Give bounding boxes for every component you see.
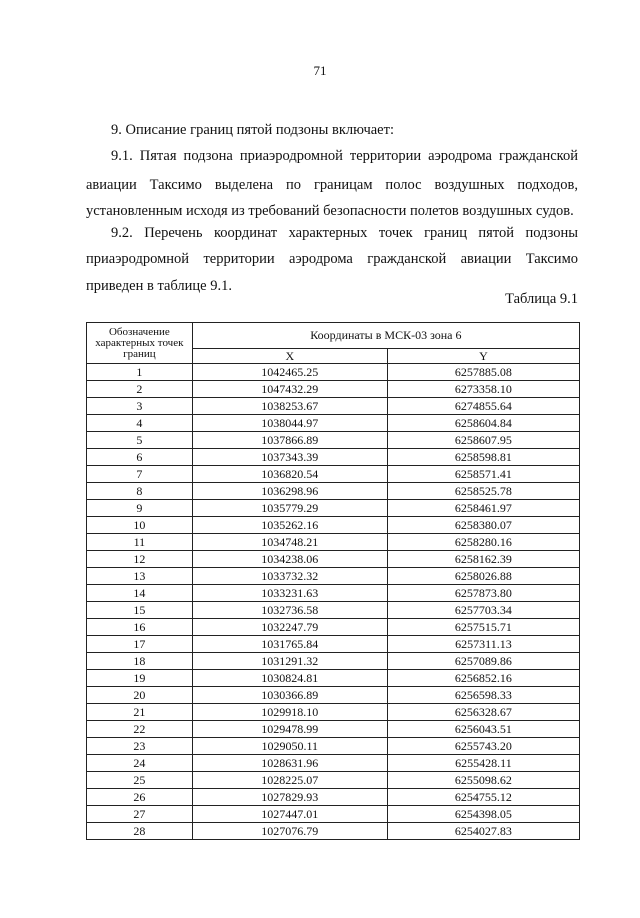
point-number-cell: 10 <box>87 517 193 534</box>
table-row <box>87 653 580 670</box>
x-coordinate-cell: 1029050.11 <box>192 738 387 755</box>
point-number-cell: 23 <box>87 738 193 755</box>
table-row <box>87 789 580 806</box>
x-coordinate-cell: 1030366.89 <box>192 687 387 704</box>
point-number-cell: 1 <box>87 364 193 381</box>
x-coordinate-cell: 1031765.84 <box>192 636 387 653</box>
y-coordinate-cell: 6258461.97 <box>387 500 579 517</box>
y-coordinate-cell: 6273358.10 <box>387 381 579 398</box>
table-row <box>87 415 580 432</box>
table-row <box>87 500 580 517</box>
y-coordinate-cell: 6256328.67 <box>387 704 579 721</box>
page-number: 71 <box>313 63 327 78</box>
y-coordinate-cell: 6257311.13 <box>387 636 579 653</box>
y-coordinate-cell: 6258162.39 <box>387 551 579 568</box>
point-number-cell: 28 <box>87 823 193 840</box>
table-row <box>87 823 580 840</box>
point-number-cell: 2 <box>87 381 193 398</box>
y-coordinate-cell: 6256852.16 <box>387 670 579 687</box>
table-row <box>87 381 580 398</box>
header-point-label: Обозначение характерных точек границ <box>87 323 193 364</box>
section-heading: 9. Описание границ пятой подзоны включает: <box>111 122 394 138</box>
x-coordinate-cell: 1037343.39 <box>192 449 387 466</box>
y-coordinate-cell: 6254755.12 <box>387 789 579 806</box>
y-coordinate-cell: 6258525.78 <box>387 483 579 500</box>
point-number-cell: 19 <box>87 670 193 687</box>
point-number-cell: 8 <box>87 483 193 500</box>
table-body <box>87 364 580 840</box>
point-number-cell: 24 <box>87 755 193 772</box>
x-coordinate-cell: 1029918.10 <box>192 704 387 721</box>
x-coordinate-cell: 1027447.01 <box>192 806 387 823</box>
table-row <box>87 636 580 653</box>
x-coordinate-cell: 1034238.06 <box>192 551 387 568</box>
x-coordinate-cell: 1032247.79 <box>192 619 387 636</box>
paragraph-9-2-line-3: приведен в таблице 9.1. <box>86 278 232 294</box>
table-row <box>87 738 580 755</box>
y-coordinate-cell: 6254398.05 <box>387 806 579 823</box>
y-coordinate-cell: 6255428.11 <box>387 755 579 772</box>
y-coordinate-cell: 6258280.16 <box>387 534 579 551</box>
table-row <box>87 534 580 551</box>
point-number-cell: 3 <box>87 398 193 415</box>
point-number-cell: 15 <box>87 602 193 619</box>
table-row <box>87 432 580 449</box>
y-coordinate-cell: 6258604.84 <box>387 415 579 432</box>
y-coordinate-cell: 6258598.81 <box>387 449 579 466</box>
y-coordinate-cell: 6257089.86 <box>387 653 579 670</box>
table-row <box>87 806 580 823</box>
paragraph-9-2-line-1: 9.2. Перечень координат характерных точек границ пятой подзоны <box>111 225 578 241</box>
point-number-cell: 16 <box>87 619 193 636</box>
x-coordinate-cell: 1033231.63 <box>192 585 387 602</box>
y-coordinate-cell: 6256043.51 <box>387 721 579 738</box>
y-coordinate-cell: 6254027.83 <box>387 823 579 840</box>
table-row <box>87 585 580 602</box>
x-coordinate-cell: 1031291.32 <box>192 653 387 670</box>
table-row <box>87 755 580 772</box>
x-coordinate-cell: 1029478.99 <box>192 721 387 738</box>
x-coordinate-cell: 1028631.96 <box>192 755 387 772</box>
y-coordinate-cell: 6258607.95 <box>387 432 579 449</box>
point-number-cell: 12 <box>87 551 193 568</box>
y-coordinate-cell: 6257515.71 <box>387 619 579 636</box>
table-caption: Таблица 9.1 <box>505 291 578 307</box>
y-coordinate-cell: 6258571.41 <box>387 466 579 483</box>
x-coordinate-cell: 1047432.29 <box>192 381 387 398</box>
header-x: X <box>192 349 387 364</box>
table-row <box>87 772 580 789</box>
table-row <box>87 466 580 483</box>
y-coordinate-cell: 6256598.33 <box>387 687 579 704</box>
table-row <box>87 449 580 466</box>
y-coordinate-cell: 6257703.34 <box>387 602 579 619</box>
coordinates-table <box>86 322 580 840</box>
point-number-cell: 9 <box>87 500 193 517</box>
x-coordinate-cell: 1027829.93 <box>192 789 387 806</box>
y-coordinate-cell: 6257873.80 <box>387 585 579 602</box>
x-coordinate-cell: 1038044.97 <box>192 415 387 432</box>
point-number-cell: 5 <box>87 432 193 449</box>
y-coordinate-cell: 6257885.08 <box>387 364 579 381</box>
x-coordinate-cell: 1035262.16 <box>192 517 387 534</box>
point-number-cell: 25 <box>87 772 193 789</box>
x-coordinate-cell: 1027076.79 <box>192 823 387 840</box>
x-coordinate-cell: 1037866.89 <box>192 432 387 449</box>
table-row <box>87 687 580 704</box>
point-number-cell: 20 <box>87 687 193 704</box>
x-coordinate-cell: 1042465.25 <box>192 364 387 381</box>
table-row <box>87 551 580 568</box>
x-coordinate-cell: 1032736.58 <box>192 602 387 619</box>
point-number-cell: 11 <box>87 534 193 551</box>
table-row <box>87 517 580 534</box>
point-number-cell: 17 <box>87 636 193 653</box>
table-row <box>87 721 580 738</box>
x-coordinate-cell: 1038253.67 <box>192 398 387 415</box>
point-number-cell: 4 <box>87 415 193 432</box>
paragraph-9-1-line-2: авиации Таксимо выделена по границам полос воздушных подходов, <box>86 177 578 193</box>
x-coordinate-cell: 1036820.54 <box>192 466 387 483</box>
point-number-cell: 6 <box>87 449 193 466</box>
point-number-cell: 7 <box>87 466 193 483</box>
table-row <box>87 704 580 721</box>
table-row <box>87 483 580 500</box>
y-coordinate-cell: 6258026.88 <box>387 568 579 585</box>
paragraph-9-1-line-1: 9.1. Пятая подзона приаэродромной территории аэродрома гражданской <box>111 148 578 164</box>
point-number-cell: 22 <box>87 721 193 738</box>
table-row <box>87 364 580 381</box>
point-number-cell: 26 <box>87 789 193 806</box>
paragraph-9-2-line-2: приаэродромной территории аэродрома гражданской авиации Таксимо <box>86 251 578 267</box>
y-coordinate-cell: 6274855.64 <box>387 398 579 415</box>
x-coordinate-cell: 1036298.96 <box>192 483 387 500</box>
paragraph-9-1-line-3: установленным исходя из требований безопасности полетов воздушных судов. <box>86 203 574 219</box>
y-coordinate-cell: 6255743.20 <box>387 738 579 755</box>
table-row <box>87 602 580 619</box>
x-coordinate-cell: 1035779.29 <box>192 500 387 517</box>
x-coordinate-cell: 1030824.81 <box>192 670 387 687</box>
y-coordinate-cell: 6258380.07 <box>387 517 579 534</box>
point-number-cell: 13 <box>87 568 193 585</box>
x-coordinate-cell: 1034748.21 <box>192 534 387 551</box>
x-coordinate-cell: 1028225.07 <box>192 772 387 789</box>
y-coordinate-cell: 6255098.62 <box>387 772 579 789</box>
point-number-cell: 18 <box>87 653 193 670</box>
table-row <box>87 619 580 636</box>
point-number-cell: 21 <box>87 704 193 721</box>
x-coordinate-cell: 1033732.32 <box>192 568 387 585</box>
table-row <box>87 398 580 415</box>
header-y: Y <box>387 349 579 364</box>
header-coordinate-system: Координаты в МСК-03 зона 6 <box>192 323 579 349</box>
point-number-cell: 27 <box>87 806 193 823</box>
table-row <box>87 670 580 687</box>
table-row <box>87 568 580 585</box>
point-number-cell: 14 <box>87 585 193 602</box>
